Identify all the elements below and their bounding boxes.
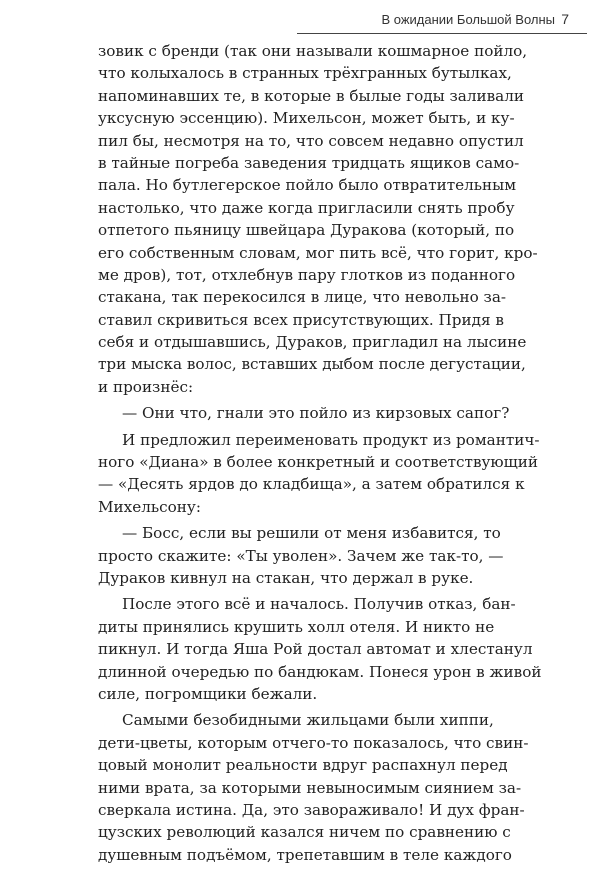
text-line: ними врата, за которыми невыносимым сиянием за- bbox=[98, 778, 522, 797]
text-line: сверкала истина. Да, это завораживало! И дух фран- bbox=[98, 800, 525, 819]
text-line: ного «Диана» в более конкретный и соответствующий bbox=[98, 453, 539, 472]
text-line: длинной очередью по бандюкам. Понеся урон в живой bbox=[98, 662, 542, 681]
paragraph bbox=[98, 709, 529, 866]
text-line: три мыска волос, вставших дыбом после дегустации, bbox=[98, 355, 526, 374]
text-line: — Босс, если вы решили от меня избавится, то bbox=[122, 524, 501, 543]
text-line: отпетого пьяницу швейцара Дуракова (который, по bbox=[98, 221, 515, 240]
text-line: — «Десять ярдов до кладбища», а затем обратился к bbox=[98, 475, 525, 494]
text-line: цузских революций казался ничем по сравнению с bbox=[98, 823, 511, 842]
text-line: И предложил переименовать продукт из романтич- bbox=[122, 430, 540, 449]
text-line: ставил скривиться всех присутствующих. Придя в bbox=[98, 310, 504, 329]
text-line: зовик с бренди (так они называли кошмарное пойло, bbox=[98, 42, 528, 60]
text-line: пикнул. И тогда Яша Рой достал автомат и хлестанул bbox=[98, 640, 533, 659]
running-title: В ожидании Большой Волны bbox=[381, 12, 555, 27]
paragraph bbox=[98, 522, 504, 589]
paragraph bbox=[98, 429, 540, 519]
text-line: ме дров), тот, отхлебнув пару глотков из поданного bbox=[98, 265, 516, 284]
text-line: цовый монолит реальности вдруг распахнул перед bbox=[98, 756, 508, 775]
paragraph bbox=[98, 402, 510, 424]
paragraph bbox=[98, 593, 542, 705]
text-line: его собственным словам, мог пить всё, что горит, кро- bbox=[98, 243, 538, 262]
running-header bbox=[297, 10, 587, 34]
text-line: душевным подъёмом, трепетавшим в теле каждого bbox=[98, 845, 512, 864]
text-line: настолько, что даже когда пригласили снять пробу bbox=[98, 198, 515, 217]
text-line: и произнёс: bbox=[98, 377, 194, 396]
text-line: Дураков кивнул на стакан, что держал в руке. bbox=[98, 568, 474, 587]
text-line: что колыхалось в странных трёхгранных бутылках, bbox=[98, 64, 512, 83]
page-number: 7 bbox=[561, 11, 569, 27]
paragraph bbox=[98, 40, 538, 398]
text-line: диты принялись крушить холл отеля. И никто не bbox=[98, 617, 495, 636]
text-line: напоминавших те, в которые в былые годы заливали bbox=[98, 86, 524, 105]
text-line: — Они что, гнали это пойло из кирзовых сапог? bbox=[122, 404, 510, 423]
text-line: После этого всё и началось. Получив отказ, бан- bbox=[122, 595, 516, 614]
text-line: Самыми безобидными жильцами были хиппи, bbox=[122, 711, 494, 730]
text-line: стакана, так перекосился в лице, что невольно за- bbox=[98, 288, 507, 307]
text-line: пала. Но бутлегерское пойло было отвратительным bbox=[98, 176, 517, 195]
text-line: просто скажите: «Ты уволен». Зачем же так-то, — bbox=[98, 546, 504, 565]
text-line: себя и отдышавшись, Дураков, пригладил на лысине bbox=[98, 333, 527, 352]
text-line: в тайные погреба заведения тридцать ящиков само- bbox=[98, 153, 520, 172]
text-line: силе, погромщики бежали. bbox=[98, 684, 318, 703]
page-body bbox=[98, 40, 542, 870]
text-line: Михельсону: bbox=[98, 497, 201, 516]
text-line: уксусную эссенцию). Михельсон, может быть, и ку- bbox=[98, 109, 515, 128]
text-line: дети-цветы, которым отчего-то показалось, что свин- bbox=[98, 733, 529, 752]
text-line: пил бы, несмотря на то, что совсем недавно опустил bbox=[98, 131, 524, 150]
